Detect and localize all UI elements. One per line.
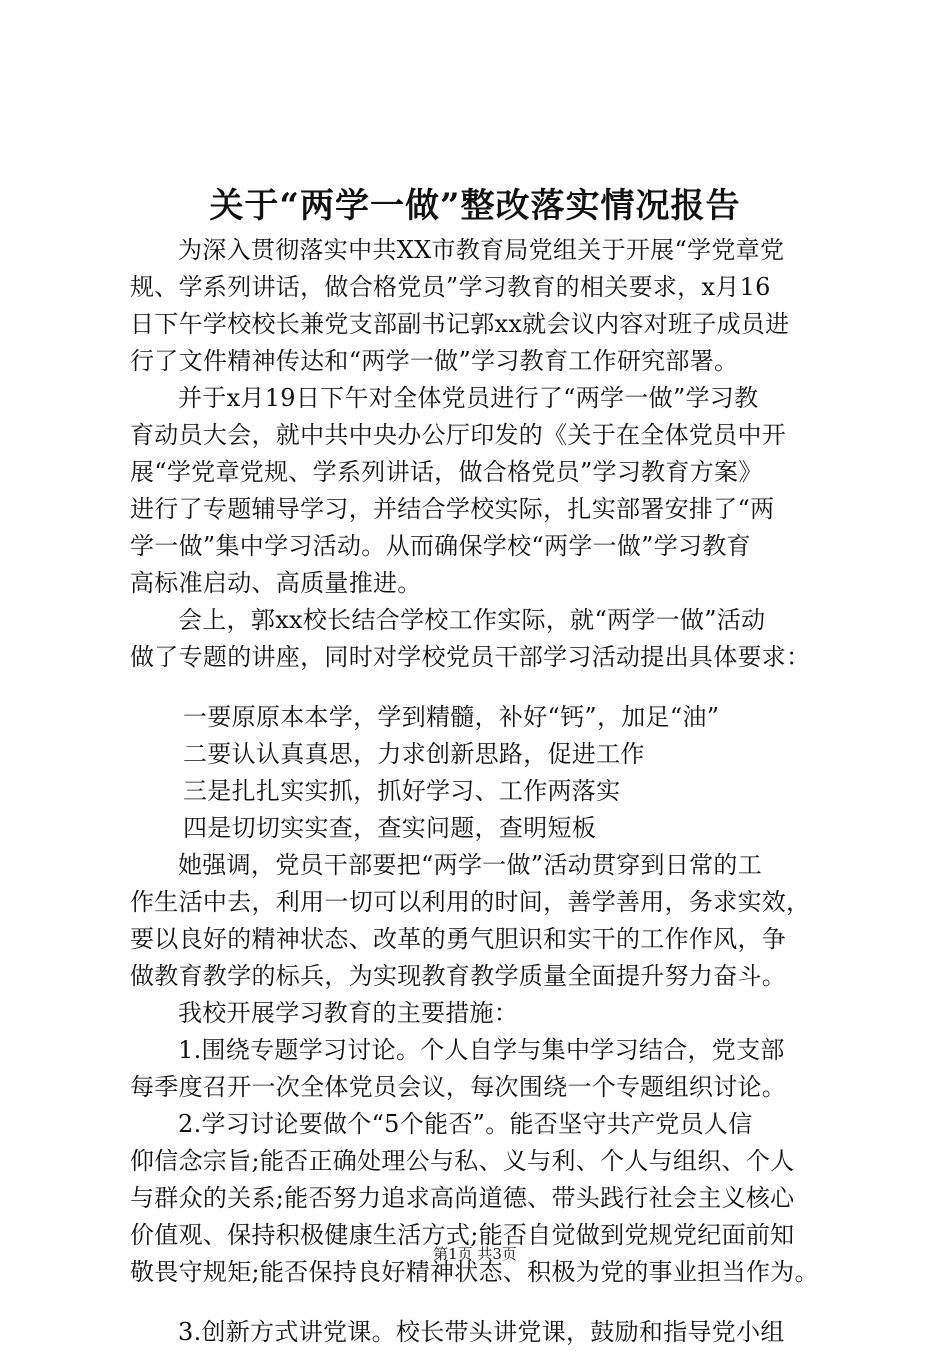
paragraph-line: 展“学党章党规、学系列讲话，做合格党员”学习教育方案》 [130,458,763,486]
paragraph-line: 仰信念宗旨;能否正确处理公与私、义与利、个人与组织、个人 [130,1147,795,1175]
document-title: 关于“两学一做”整改落实情况报告 [209,186,741,226]
measure-item: 3.创新方式讲党课。校长带头讲党课，鼓励和指导党小组 [178,1318,785,1346]
paragraph-line: 行了文件精神传达和“两学一做”学习教育工作研究部署。 [130,347,739,375]
paragraph-line: 育动员大会，就中共中央办公厅印发的《关于在全体党员中开 [130,421,787,449]
requirement-item: 三是扎扎实实抓，抓好学习、工作两落实 [183,777,621,805]
paragraph-line: 规、学系列讲话，做合格党员”学习教育的相关要求，x月16 [130,273,771,301]
measure-item: 1.围绕专题学习讨论。个人自学与集中学习结合，党支部 [178,1036,785,1064]
requirement-item: 二要认认真真思，力求创新思路，促进工作 [183,740,645,768]
paragraph-line: 高标准启动、高质量推进。 [130,569,422,597]
paragraph-line: 日下午学校校长兼党支部副书记郭xx就会议内容对班子成员进 [130,310,790,338]
paragraph-line: 与群众的关系;能否努力追求高尚道德、带头践行社会主义核心 [130,1184,795,1212]
paragraph-line: 价值观、保持积极健康生活方式;能否自觉做到党规党纪面前知 [130,1221,795,1249]
paragraph-line: 她强调，党员干部要把“两学一做”活动贯穿到日常的工 [178,851,763,879]
paragraph-line: 敬畏守规矩;能否保持良好精神状态、积极为党的事业担当作为。 [130,1258,819,1286]
document-body [130,232,835,1351]
paragraph-line: 学一做”集中学习活动。从而确保学校“两学一做”学习教育 [130,532,751,560]
requirement-item: 一要原原本本学，学到精髓，补好“钙”，加足“油” [183,703,720,731]
paragraph-line: 为深入贯彻落实中共XX市教育局党组关于开展“学党章党 [178,236,785,264]
paragraph-line: 每季度召开一次全体党员会议，每次围绕一个专题组织讨论。 [130,1073,787,1101]
section-heading: 我校开展学习教育的主要措施： [178,999,519,1027]
paragraph-line: 做教育教学的标兵，为实现教育教学质量全面提升努力奋斗。 [130,962,787,990]
paragraph-line: 进行了专题辅导学习，并结合学校实际，扎实部署安排了“两 [130,495,775,523]
page-footer: 第1页 共3页 [433,1245,517,1263]
paragraph-line: 要以良好的精神状态、改革的勇气胆识和实干的工作作风，争 [130,925,787,953]
paragraph-line: 会上，郭xx校长结合学校工作实际，就“两学一做”活动 [178,606,766,634]
paragraph-line: 做了专题的讲座，同时对学校党员干部学习活动提出具体要求： [130,643,811,671]
requirement-item: 四是切切实实查，查实问题，查明短板 [183,814,597,842]
paragraph-line: 作生活中去，利用一切可以利用的时间，善学善用，务求实效， [130,888,811,916]
measure-item: 2.学习讨论要做个“5个能否”。能否坚守共产党员人信 [178,1110,753,1138]
paragraph-line: 并于x月19日下午对全体党员进行了“两学一做”学习教 [178,384,759,412]
